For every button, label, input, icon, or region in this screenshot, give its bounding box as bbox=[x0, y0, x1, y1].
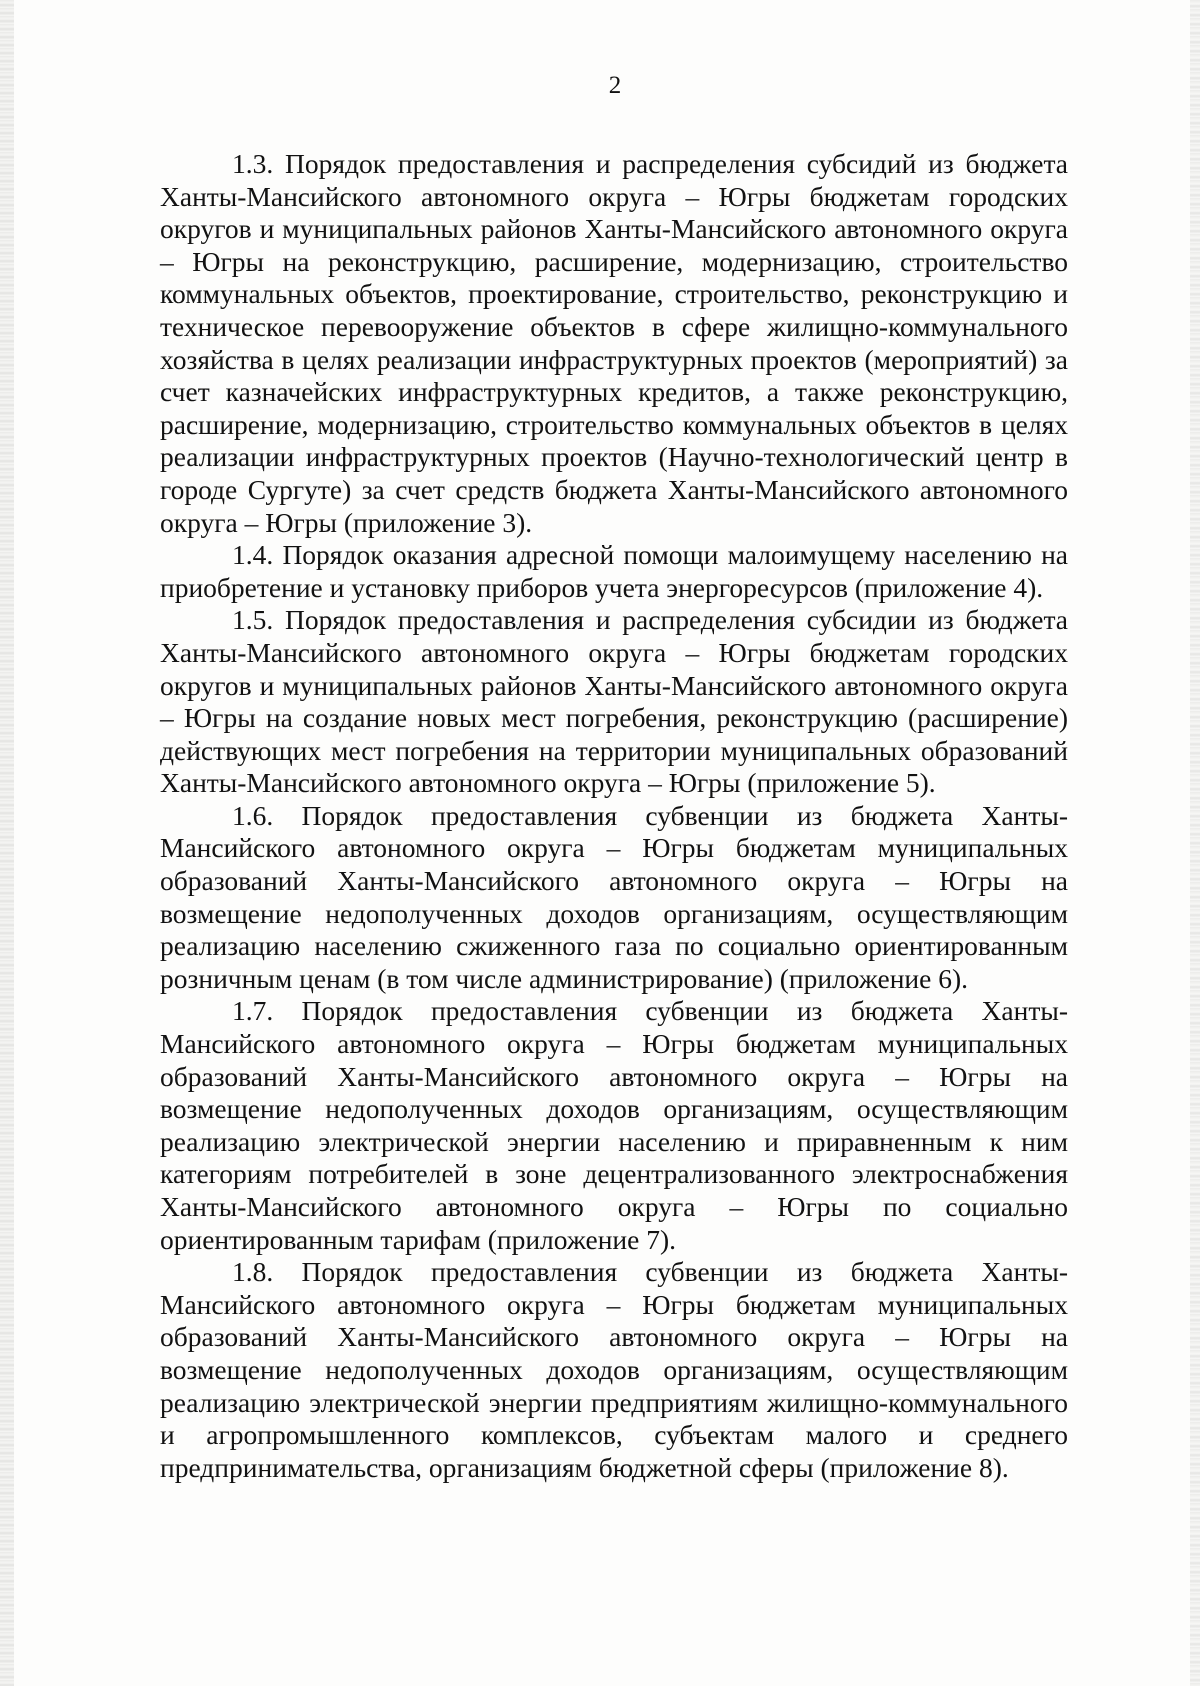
paragraph-1-3: 1.3. Порядок предоставления и распределения субсидий из бюджета Ханты-Мансийского автономного округа – Югры бюджетам городских округов и муниципальных районов Ханты-Мансийского автономного округа – Югры на реконструкцию, расширение, модернизацию, строительство коммунальных объектов, проектирование, строительство, реконструкцию и техническое перевооружение объектов в сфере жилищно-коммунального хозяйства в целях реализации инфраструктурных проектов (мероприятий) за счет казначейских инфраструктурных кредитов, а также реконструкцию, расширение, модернизацию, строительство коммунальных объектов в целях реализации инфраструктурных проектов (Научно-технологический центр в городе Сургуте) за счет средств бюджета Ханты-Мансийского автономного округа – Югры (приложение 3). bbox=[160, 148, 1068, 538]
paragraph-1-5: 1.5. Порядок предоставления и распределения субсидии из бюджета Ханты-Мансийского автономного округа – Югры бюджетам городских округов и муниципальных районов Ханты-Мансийского автономного округа – Югры на создание новых мест погребения, реконструкцию (расширение) действующих мест погребения на территории муниципальных образований Ханты-Мансийского автономного округа – Югры (приложение 5). bbox=[160, 604, 1068, 799]
scan-edge-right bbox=[1190, 0, 1200, 1686]
paragraph-1-6: 1.6. Порядок предоставления субвенции из бюджета Ханты-Мансийского автономного округа – Югры бюджетам муниципальных образований Ханты-Мансийского автономного округа – Югры на возмещение недополученных доходов организациям, осуществляющим реализацию населению сжиженного газа по социально ориентированным розничным ценам (в том числе администрирование) (приложение 6). bbox=[160, 799, 1068, 994]
paragraph-1-8: 1.8. Порядок предоставления субвенции из бюджета Ханты-Мансийского автономного округа – Югры бюджетам муниципальных образований Ханты-Мансийского автономного округа – Югры на возмещение недополученных доходов организациям, осуществляющим реализацию электрической энергии предприятиям жилищно-коммунального и агропромышленного комплексов, субъектам малого и среднего предпринимательства, организациям бюджетной сферы (приложение 8). bbox=[160, 1256, 1068, 1483]
paragraph-1-4: 1.4. Порядок оказания адресной помощи малоимущему населению на приобретение и установку приборов учета энергоресурсов (приложение 4). bbox=[160, 539, 1068, 603]
paragraph-1-7: 1.7. Порядок предоставления субвенции из бюджета Ханты-Мансийского автономного округа – Югры бюджетам муниципальных образований Ханты-Мансийского автономного округа – Югры на возмещение недополученных доходов организациям, осуществляющим реализацию электрической энергии населению и приравненным к ним категориям потребителей в зоне децентрализованного электроснабжения Ханты-Мансийского автономного округа – Югры по социально ориентированным тарифам (приложение 7). bbox=[160, 995, 1068, 1255]
page-number: 2 bbox=[608, 72, 622, 99]
document-body bbox=[160, 148, 1068, 1484]
scan-edge-left bbox=[0, 0, 14, 1686]
